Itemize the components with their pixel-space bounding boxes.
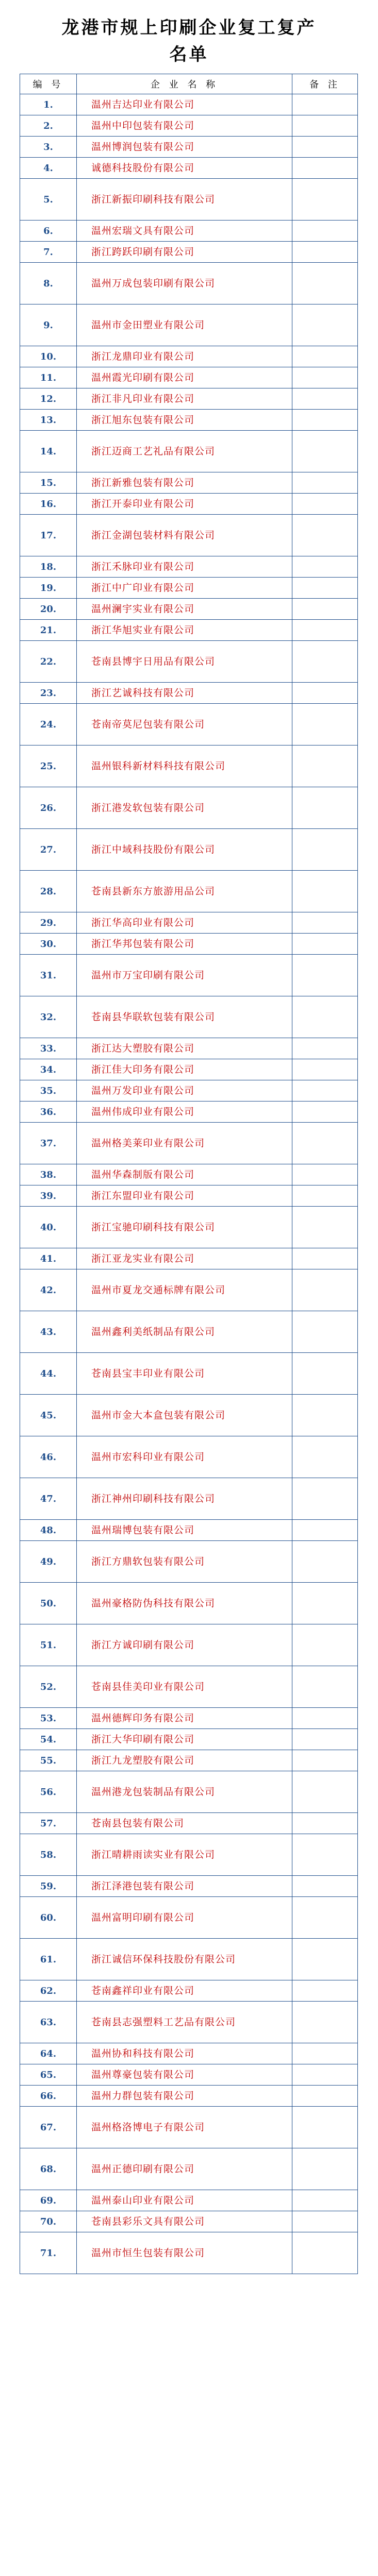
row-note: [292, 1038, 358, 1059]
table-row: [20, 221, 358, 242]
row-note: [292, 1624, 358, 1666]
row-note: [292, 1436, 358, 1478]
row-note: [292, 1207, 358, 1248]
table-row: [20, 472, 358, 494]
table-row: [20, 1834, 358, 1876]
row-note: [292, 745, 358, 787]
company-name: 温州协和科技有限公司: [77, 2043, 292, 2064]
company-name: 温州富明印刷有限公司: [77, 1897, 292, 1939]
row-number: 13.: [20, 410, 77, 431]
company-name: 温州吉达印业有限公司: [77, 94, 292, 115]
table-row: [20, 934, 358, 955]
row-number: 32.: [20, 996, 77, 1038]
company-name: 浙江泽港包装有限公司: [77, 1876, 292, 1897]
row-note: [292, 1059, 358, 1080]
table-row: [20, 787, 358, 829]
company-table: [20, 74, 358, 2274]
company-name: 温州正德印刷有限公司: [77, 2148, 292, 2190]
row-note: [292, 221, 358, 242]
row-note: [292, 1834, 358, 1876]
row-number: 25.: [20, 745, 77, 787]
company-name: 浙江大华印刷有限公司: [77, 1729, 292, 1750]
company-name: 温州市夏龙交通标牌有限公司: [77, 1269, 292, 1311]
table-row: [20, 94, 358, 115]
table-row: [20, 578, 358, 599]
row-number: 1.: [20, 94, 77, 115]
table-row: [20, 1939, 358, 1980]
table-row: [20, 2043, 358, 2064]
table-row: [20, 1771, 358, 1813]
row-note: [292, 704, 358, 745]
table-row: [20, 346, 358, 367]
row-number: 47.: [20, 1478, 77, 1520]
row-number: 57.: [20, 1813, 77, 1834]
table-row: [20, 367, 358, 388]
table-row: [20, 2232, 358, 2274]
row-number: 38.: [20, 1164, 77, 1185]
row-number: 33.: [20, 1038, 77, 1059]
row-number: 20.: [20, 599, 77, 620]
row-number: 52.: [20, 1666, 77, 1708]
row-note: [292, 494, 358, 515]
row-note: [292, 1666, 358, 1708]
row-note: [292, 2190, 358, 2211]
row-note: [292, 2064, 358, 2086]
row-number: 56.: [20, 1771, 77, 1813]
table-row: [20, 1624, 358, 1666]
row-note: [292, 179, 358, 221]
table-row: [20, 1708, 358, 1729]
row-number: 36.: [20, 1101, 77, 1123]
company-name: 浙江艺诚科技有限公司: [77, 683, 292, 704]
table-row: [20, 1750, 358, 1771]
table-row: [20, 1729, 358, 1750]
row-number: 3.: [20, 137, 77, 158]
row-number: 17.: [20, 515, 77, 556]
row-number: 71.: [20, 2232, 77, 2274]
row-note: [292, 1813, 358, 1834]
row-number: 42.: [20, 1269, 77, 1311]
company-name: 温州万发印业有限公司: [77, 1080, 292, 1101]
company-name: 浙江华高印业有限公司: [77, 912, 292, 934]
row-number: 6.: [20, 221, 77, 242]
row-note: [292, 1583, 358, 1624]
company-name: 温州力群包装有限公司: [77, 2086, 292, 2107]
company-name: 苍南县志强塑料工艺品有限公司: [77, 2002, 292, 2043]
row-number: 62.: [20, 1980, 77, 2002]
row-number: 69.: [20, 2190, 77, 2211]
table-row: [20, 2211, 358, 2232]
table-row: [20, 263, 358, 304]
table-row: [20, 1123, 358, 1164]
row-number: 31.: [20, 955, 77, 996]
row-note: [292, 912, 358, 934]
company-name: 浙江新振印刷科技有限公司: [77, 179, 292, 221]
row-number: 24.: [20, 704, 77, 745]
row-number: 15.: [20, 472, 77, 494]
row-number: 60.: [20, 1897, 77, 1939]
table-row: [20, 1813, 358, 1834]
company-name: 浙江金湖包装材料有限公司: [77, 515, 292, 556]
company-name: 苍南鑫祥印业有限公司: [77, 1980, 292, 2002]
company-name: 浙江九龙塑胶有限公司: [77, 1750, 292, 1771]
row-note: [292, 1478, 358, 1520]
row-number: 29.: [20, 912, 77, 934]
company-name: 苍南帝莫尼包装有限公司: [77, 704, 292, 745]
table-row: [20, 1666, 358, 1708]
row-note: [292, 829, 358, 871]
table-row: [20, 1311, 358, 1353]
row-number: 28.: [20, 871, 77, 912]
row-note: [292, 578, 358, 599]
row-note: [292, 556, 358, 578]
row-note: [292, 2002, 358, 2043]
row-number: 9.: [20, 304, 77, 346]
row-note: [292, 2232, 358, 2274]
row-number: 54.: [20, 1729, 77, 1750]
row-note: [292, 388, 358, 410]
table-row: [20, 683, 358, 704]
row-note: [292, 1164, 358, 1185]
row-number: 35.: [20, 1080, 77, 1101]
row-note: [292, 2148, 358, 2190]
row-note: [292, 1876, 358, 1897]
row-number: 67.: [20, 2107, 77, 2148]
row-note: [292, 346, 358, 367]
row-number: 53.: [20, 1708, 77, 1729]
row-note: [292, 787, 358, 829]
row-note: [292, 1248, 358, 1269]
company-name: 浙江东盟印业有限公司: [77, 1185, 292, 1207]
row-note: [292, 515, 358, 556]
row-number: 63.: [20, 2002, 77, 2043]
company-name: 浙江迈商工艺礼品有限公司: [77, 431, 292, 472]
table-row: [20, 2086, 358, 2107]
row-note: [292, 1123, 358, 1164]
row-number: 10.: [20, 346, 77, 367]
company-name: 浙江华旭实业有限公司: [77, 620, 292, 641]
company-name: 浙江华邦包装有限公司: [77, 934, 292, 955]
row-number: 58.: [20, 1834, 77, 1876]
row-number: 48.: [20, 1520, 77, 1541]
row-note: [292, 1771, 358, 1813]
header-number: 编 号: [20, 74, 77, 94]
table-row: [20, 2002, 358, 2043]
row-number: 70.: [20, 2211, 77, 2232]
row-number: 50.: [20, 1583, 77, 1624]
company-name: 苍南县博宇日用品有限公司: [77, 641, 292, 683]
table-row: [20, 620, 358, 641]
company-name: 苍南县包装有限公司: [77, 1813, 292, 1834]
company-name: 浙江禾脉印业有限公司: [77, 556, 292, 578]
table-row: [20, 1207, 358, 1248]
row-number: 44.: [20, 1353, 77, 1395]
company-name: 苍南县佳美印业有限公司: [77, 1666, 292, 1708]
company-name: 浙江方鼎软包装有限公司: [77, 1541, 292, 1583]
table-row: [20, 2107, 358, 2148]
row-number: 12.: [20, 388, 77, 410]
table-row: [20, 137, 358, 158]
company-name: 苍南县华联软包装有限公司: [77, 996, 292, 1038]
table-row: [20, 1185, 358, 1207]
row-number: 43.: [20, 1311, 77, 1353]
row-number: 55.: [20, 1750, 77, 1771]
table-row: [20, 1101, 358, 1123]
row-note: [292, 934, 358, 955]
company-name: 浙江诚信环保科技股份有限公司: [77, 1939, 292, 1980]
row-number: 37.: [20, 1123, 77, 1164]
row-number: 51.: [20, 1624, 77, 1666]
table-row: [20, 745, 358, 787]
table-row: [20, 242, 358, 263]
row-number: 7.: [20, 242, 77, 263]
company-name: 浙江中广印业有限公司: [77, 578, 292, 599]
table-row: [20, 704, 358, 745]
table-row: [20, 179, 358, 221]
row-note: [292, 2107, 358, 2148]
table-row: [20, 1876, 358, 1897]
table-header-row: [20, 74, 358, 94]
row-number: 21.: [20, 620, 77, 641]
row-note: [292, 431, 358, 472]
table-row: [20, 871, 358, 912]
company-name: 温州港龙包装制品有限公司: [77, 1771, 292, 1813]
row-note: [292, 1939, 358, 1980]
row-number: 34.: [20, 1059, 77, 1080]
row-number: 30.: [20, 934, 77, 955]
row-number: 41.: [20, 1248, 77, 1269]
row-number: 64.: [20, 2043, 77, 2064]
row-note: [292, 641, 358, 683]
row-number: 59.: [20, 1876, 77, 1897]
company-name: 浙江方诚印刷有限公司: [77, 1624, 292, 1666]
table-row: [20, 2148, 358, 2190]
table-row: [20, 1353, 358, 1395]
row-number: 23.: [20, 683, 77, 704]
table-row: [20, 1436, 358, 1478]
row-number: 26.: [20, 787, 77, 829]
row-number: 27.: [20, 829, 77, 871]
row-note: [292, 367, 358, 388]
table-row: [20, 1583, 358, 1624]
company-name: 温州中印包装有限公司: [77, 115, 292, 137]
row-number: 68.: [20, 2148, 77, 2190]
company-name: 温州博润包装有限公司: [77, 137, 292, 158]
row-note: [292, 620, 358, 641]
row-number: 11.: [20, 367, 77, 388]
row-note: [292, 304, 358, 346]
table-row: [20, 1520, 358, 1541]
row-number: 66.: [20, 2086, 77, 2107]
table-row: [20, 1980, 358, 2002]
row-note: [292, 996, 358, 1038]
row-note: [292, 871, 358, 912]
table-row: [20, 515, 358, 556]
company-name: 浙江开泰印业有限公司: [77, 494, 292, 515]
row-number: 61.: [20, 1939, 77, 1980]
row-note: [292, 158, 358, 179]
company-name: 温州宏瑞文具有限公司: [77, 221, 292, 242]
row-note: [292, 1395, 358, 1436]
row-note: [292, 115, 358, 137]
row-number: 4.: [20, 158, 77, 179]
company-name: 浙江跨跃印刷有限公司: [77, 242, 292, 263]
table-row: [20, 494, 358, 515]
row-note: [292, 1311, 358, 1353]
header-company-name: 企 业 名 称: [77, 74, 292, 94]
row-number: 5.: [20, 179, 77, 221]
row-note: [292, 1750, 358, 1771]
company-name: 浙江佳大印务有限公司: [77, 1059, 292, 1080]
company-name: 温州澜宇实业有限公司: [77, 599, 292, 620]
company-name: 浙江龙鼎印业有限公司: [77, 346, 292, 367]
row-number: 45.: [20, 1395, 77, 1436]
company-name: 浙江神州印刷科技有限公司: [77, 1478, 292, 1520]
table-row: [20, 304, 358, 346]
row-number: 14.: [20, 431, 77, 472]
row-note: [292, 1897, 358, 1939]
company-name: 温州市万宝印刷有限公司: [77, 955, 292, 996]
row-note: [292, 1185, 358, 1207]
company-name: 温州德辉印务有限公司: [77, 1708, 292, 1729]
company-name: 浙江港发软包装有限公司: [77, 787, 292, 829]
table-row: [20, 1248, 358, 1269]
row-note: [292, 1729, 358, 1750]
table-row: [20, 2190, 358, 2211]
company-name: 浙江亚龙实业有限公司: [77, 1248, 292, 1269]
row-note: [292, 242, 358, 263]
row-note: [292, 2043, 358, 2064]
table-row: [20, 2064, 358, 2086]
row-note: [292, 263, 358, 304]
company-name: 温州伟成印业有限公司: [77, 1101, 292, 1123]
company-name: 温州泰山印业有限公司: [77, 2190, 292, 2211]
company-name: 温州华森制版有限公司: [77, 1164, 292, 1185]
company-name: 温州市恒生包装有限公司: [77, 2232, 292, 2274]
table-row: [20, 388, 358, 410]
row-note: [292, 1520, 358, 1541]
row-note: [292, 472, 358, 494]
company-name: 温州市金田塑业有限公司: [77, 304, 292, 346]
company-name: 浙江晴耕雨读实业有限公司: [77, 1834, 292, 1876]
row-number: 18.: [20, 556, 77, 578]
row-number: 2.: [20, 115, 77, 137]
table-row: [20, 955, 358, 996]
company-name: 温州瑞博包装有限公司: [77, 1520, 292, 1541]
row-note: [292, 1980, 358, 2002]
company-name: 温州尊豪包装有限公司: [77, 2064, 292, 2086]
company-name: 浙江新雅包装有限公司: [77, 472, 292, 494]
table-row: [20, 431, 358, 472]
row-note: [292, 1353, 358, 1395]
row-number: 22.: [20, 641, 77, 683]
row-note: [292, 955, 358, 996]
table-row: [20, 1164, 358, 1185]
row-note: [292, 1080, 358, 1101]
row-note: [292, 2211, 358, 2232]
row-note: [292, 683, 358, 704]
company-name: 温州豪格防伪科技有限公司: [77, 1583, 292, 1624]
table-row: [20, 1897, 358, 1939]
table-row: [20, 1478, 358, 1520]
row-number: 19.: [20, 578, 77, 599]
row-note: [292, 1541, 358, 1583]
row-number: 46.: [20, 1436, 77, 1478]
row-number: 39.: [20, 1185, 77, 1207]
row-note: [292, 1101, 358, 1123]
table-row: [20, 599, 358, 620]
company-name: 浙江非凡印业有限公司: [77, 388, 292, 410]
table-row: [20, 556, 358, 578]
page-title: 龙港市规上印刷企业复工复产: [61, 18, 317, 38]
table-row: [20, 1541, 358, 1583]
table-row: [20, 1080, 358, 1101]
header-note: 备 注: [292, 74, 358, 94]
company-name: 温州市金大本盒包装有限公司: [77, 1395, 292, 1436]
row-number: 16.: [20, 494, 77, 515]
row-number: 49.: [20, 1541, 77, 1583]
company-name: 温州银科新材料科技有限公司: [77, 745, 292, 787]
table-row: [20, 1059, 358, 1080]
row-note: [292, 1708, 358, 1729]
company-name: 浙江达大塑胶有限公司: [77, 1038, 292, 1059]
table-row: [20, 115, 358, 137]
row-note: [292, 410, 358, 431]
company-name: 浙江旭东包装有限公司: [77, 410, 292, 431]
table-row: [20, 1269, 358, 1311]
row-number: 65.: [20, 2064, 77, 2086]
row-note: [292, 2086, 358, 2107]
table-row: [20, 1395, 358, 1436]
company-name: 温州鑫利美纸制品有限公司: [77, 1311, 292, 1353]
row-number: 8.: [20, 263, 77, 304]
row-note: [292, 137, 358, 158]
company-name: 浙江中域科技股份有限公司: [77, 829, 292, 871]
company-name: 浙江宝驰印刷科技有限公司: [77, 1207, 292, 1248]
table-row: [20, 641, 358, 683]
company-name: 苍南县宝丰印业有限公司: [77, 1353, 292, 1395]
company-name: 温州霞光印刷有限公司: [77, 367, 292, 388]
table-row: [20, 158, 358, 179]
row-number: 40.: [20, 1207, 77, 1248]
table-row: [20, 829, 358, 871]
table-row: [20, 1038, 358, 1059]
company-name: 苍南县新东方旅游用品公司: [77, 871, 292, 912]
company-name: 温州市宏科印业有限公司: [77, 1436, 292, 1478]
page-title-line2: 名单: [169, 44, 209, 65]
table-row: [20, 912, 358, 934]
row-note: [292, 94, 358, 115]
row-note: [292, 1269, 358, 1311]
table-row: [20, 996, 358, 1038]
company-name: 温州格美莱印业有限公司: [77, 1123, 292, 1164]
company-name: 苍南县彩乐文具有限公司: [77, 2211, 292, 2232]
row-note: [292, 599, 358, 620]
company-name: 温州格洛博电子有限公司: [77, 2107, 292, 2148]
company-name: 诚德科技股份有限公司: [77, 158, 292, 179]
company-name: 温州万成包装印刷有限公司: [77, 263, 292, 304]
table-row: [20, 410, 358, 431]
